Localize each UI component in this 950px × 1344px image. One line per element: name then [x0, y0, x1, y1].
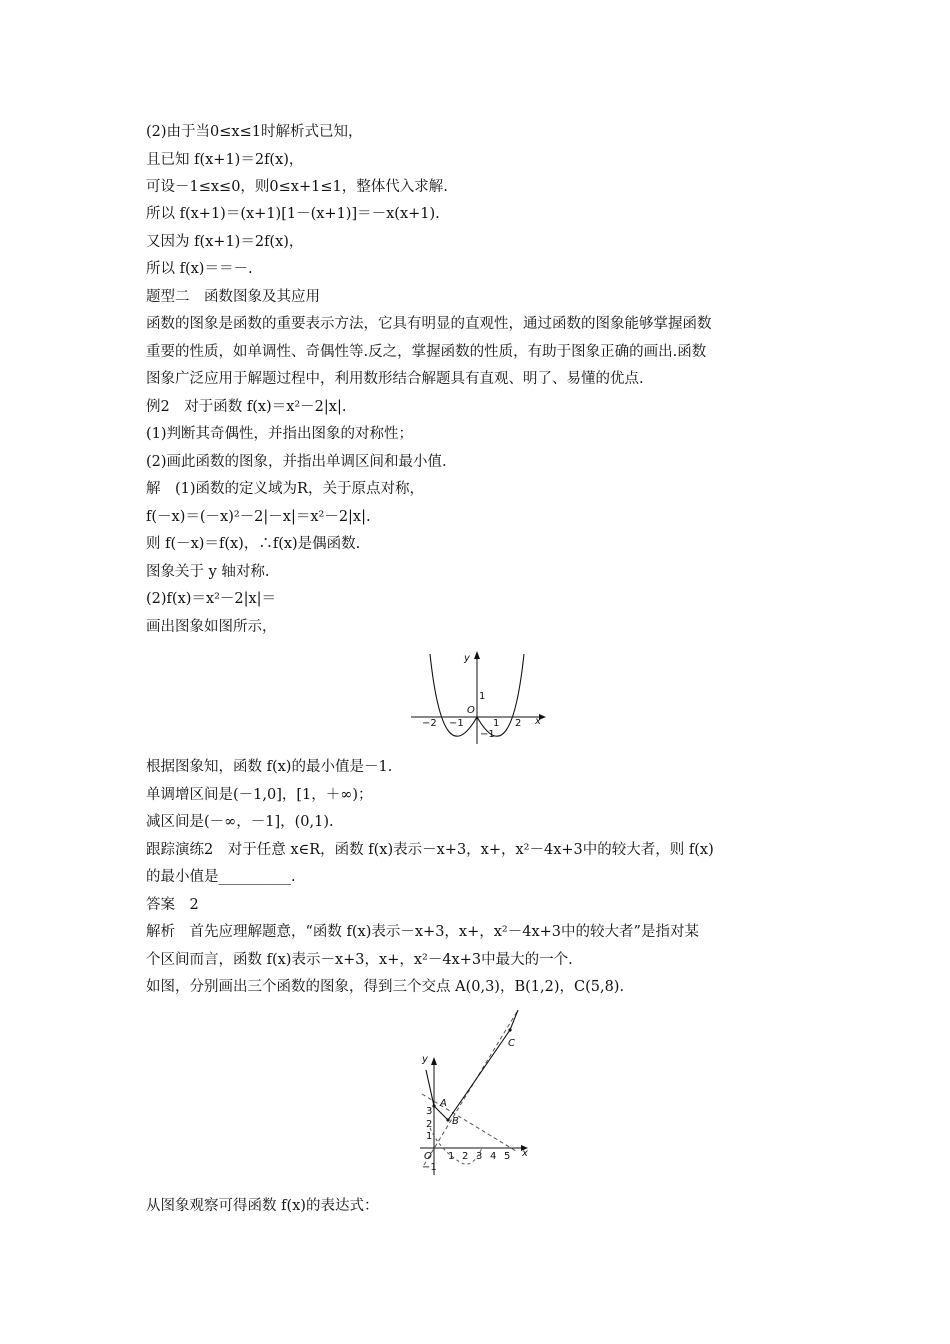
- y-tick-label: −1: [422, 1162, 437, 1173]
- text-line: 如图，分别画出三个函数的图象，得到三个交点 A(0,3)，B(1,2)，C(5,8).: [146, 979, 625, 995]
- x-tick-label: 3: [476, 1151, 483, 1162]
- exercise-title: 跟踪演练2 对于任意 x∈R，函数 f(x)表示－x+3，x+，x²－4x+3中的较大者，则 f(x): [146, 842, 714, 858]
- y-axis-arrow: [474, 651, 480, 659]
- point-label: A: [440, 1098, 447, 1109]
- text-line: 解析 首先应理解题意，“函数 f(x)表示－x+3，x+，x²－4x+3中的较大者”是指对某: [146, 924, 699, 940]
- x-tick-label: 2: [462, 1151, 469, 1162]
- text-line: 图象关于 y 轴对称.: [146, 564, 270, 580]
- text-line: 且已知 f(x+1)＝2f(x)，: [146, 152, 304, 168]
- text-line: 则 f(－x)＝f(x)，∴f(x)是偶函数.: [146, 536, 361, 552]
- text-line: 图象广泛应用于解题过程中，利用数形结合解题具有直观、明了、易懂的优点.: [146, 371, 644, 387]
- text-line: 可设－1≤x≤0，则0≤x+1≤1，整体代入求解.: [146, 179, 448, 195]
- text-line: 的最小值是__________.: [146, 869, 296, 885]
- point-label: C: [508, 1038, 515, 1049]
- point-c-marker: [508, 1028, 511, 1031]
- dashed-parabola: [430, 1128, 482, 1164]
- point-b-marker: [446, 1118, 449, 1121]
- text-line: 所以 f(x+1)＝(x+1)[1－(x+1)]＝－x(x+1).: [146, 206, 440, 222]
- text-line: (2)画此函数的图象，并指出单调区间和最小值.: [146, 454, 447, 470]
- tick-label: 1: [479, 691, 486, 702]
- section-heading: 题型二 函数图象及其应用: [146, 289, 320, 305]
- y-tick-label: 1: [426, 1131, 433, 1142]
- tick-label: −2: [422, 718, 437, 729]
- text-line: 重要的性质，如单调性、奇偶性等.反之，掌握函数的性质，有助于图象正确的画出.函数: [146, 344, 707, 360]
- text-line: (2)由于当0≤x≤1时解析式已知，: [146, 124, 363, 140]
- y-tick-label: 2: [426, 1119, 433, 1130]
- text-line: (1)判断其奇偶性，并指出图象的对称性；: [146, 426, 414, 442]
- text-line: 函数的图象是函数的重要表示方法，它具有明显的直观性，通过函数的图象能够掌握函数: [146, 316, 712, 332]
- tick-label: −1: [480, 729, 495, 740]
- text-line: 又因为 f(x+1)＝2f(x)，: [146, 234, 304, 250]
- text-line: (2)f(x)＝x²－2|x|＝: [146, 591, 277, 607]
- text-line: 减区间是(－∞，－1]，(0,1).: [146, 814, 334, 830]
- origin-label: O: [467, 705, 475, 716]
- answer-line: 答案 2: [146, 897, 199, 913]
- point-label: B: [452, 1116, 459, 1127]
- text-line: 解 (1)函数的定义域为R，关于原点对称，: [146, 481, 424, 497]
- example-title: 例2 对于函数 f(x)＝x²－2|x|.: [146, 399, 347, 415]
- y-axis-label: y: [464, 653, 470, 664]
- text-line: 根据图象知，函数 f(x)的最小值是－1.: [146, 759, 393, 775]
- text-line: 个区间而言，函数 f(x)表示－x+3，x+，x²－4x+3中最大的一个.: [146, 952, 573, 968]
- point-a-marker: [432, 1104, 435, 1107]
- x-tick-label: 5: [504, 1151, 511, 1162]
- text-line: f(－x)＝(－x)²－2|－x|＝x²－2|x|.: [146, 509, 371, 525]
- dashed-line: [422, 1094, 516, 1151]
- text-line: 从图象观察可得函数 f(x)的表达式：: [146, 1198, 379, 1214]
- text-line: 所以 f(x)＝＝－.: [146, 261, 253, 277]
- text-line: 画出图象如图所示，: [146, 619, 277, 635]
- tick-label: −1: [449, 718, 464, 729]
- origin-label: O: [424, 1151, 432, 1162]
- text-line: 单调增区间是(－1,0]，[1，＋∞)；: [146, 787, 373, 803]
- tick-label: 1: [493, 718, 500, 729]
- x-axis-label: x: [522, 1148, 528, 1159]
- figure-three-functions: [418, 1010, 536, 1178]
- tick-label: 2: [515, 718, 522, 729]
- figure-even-function-graph: [405, 648, 550, 748]
- x-tick-label: 4: [490, 1151, 497, 1162]
- y-axis-arrow: [431, 1057, 437, 1065]
- x-axis-label: x: [535, 716, 541, 727]
- y-axis-label: y: [422, 1054, 428, 1065]
- y-tick-label: 3: [426, 1106, 433, 1117]
- x-tick-label: 1: [448, 1151, 455, 1162]
